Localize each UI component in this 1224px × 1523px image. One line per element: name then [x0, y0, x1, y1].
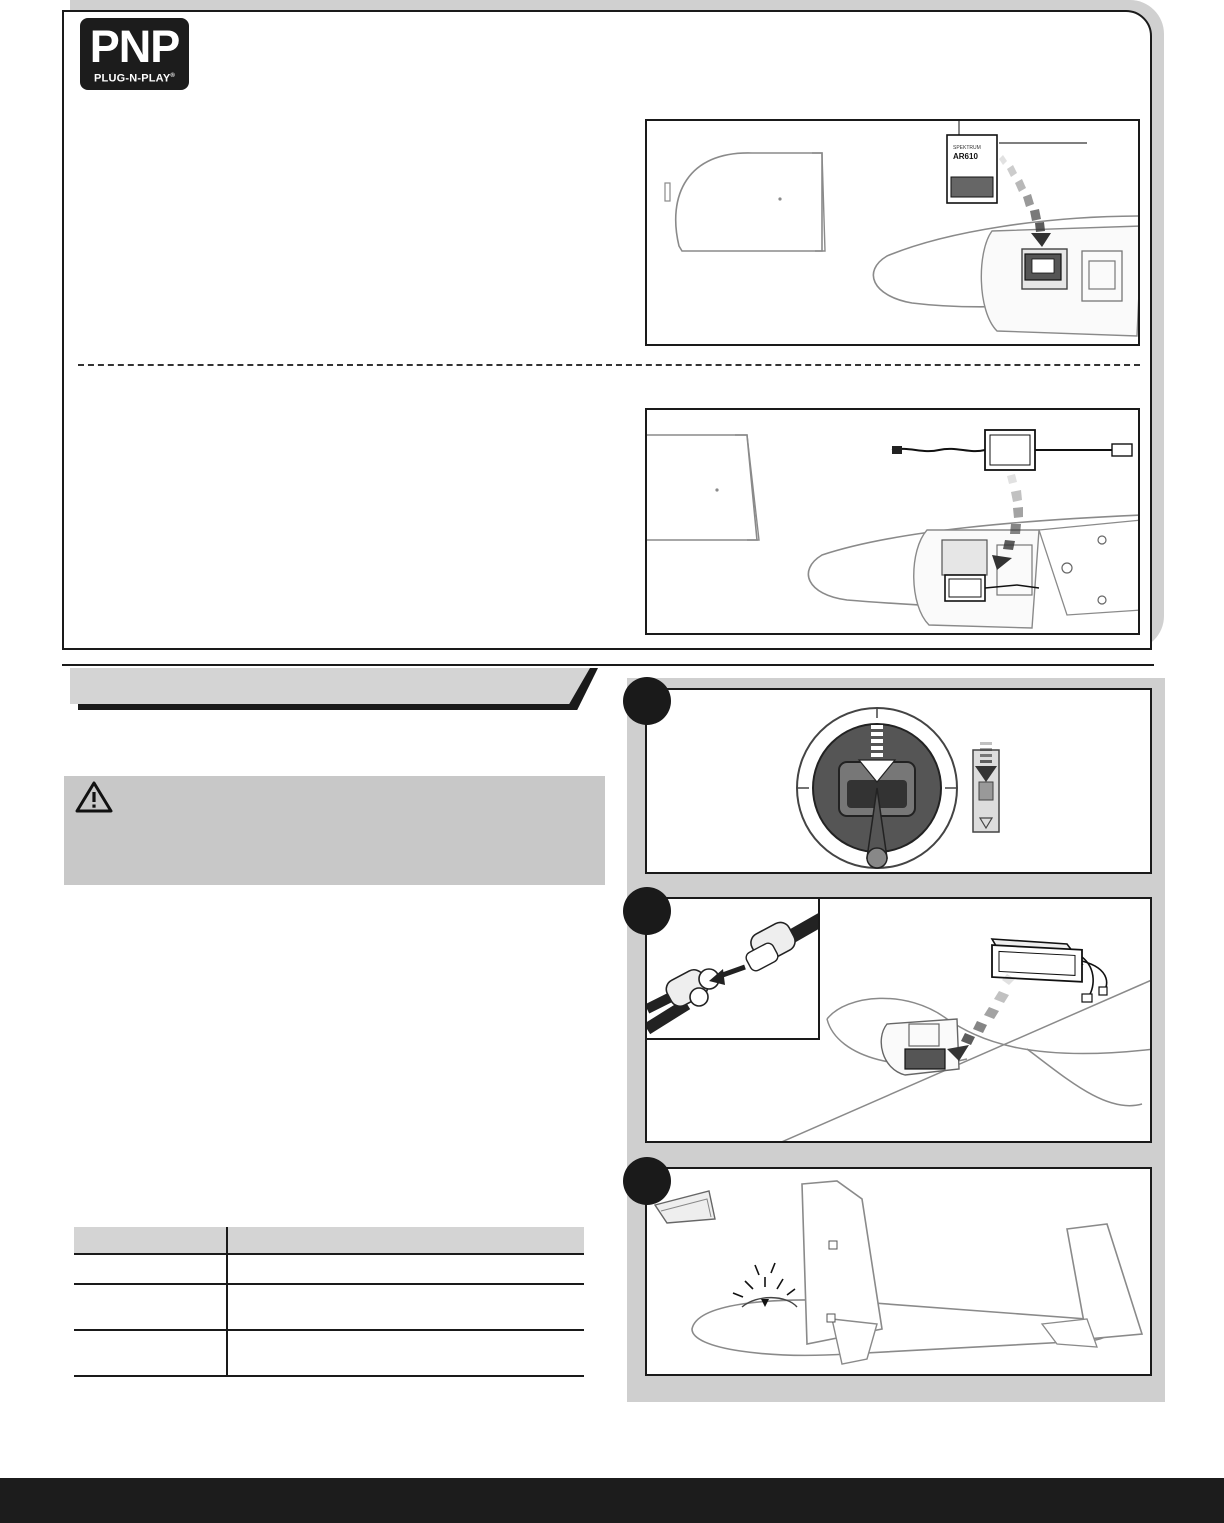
connector-drawing	[647, 899, 820, 1040]
receiver-install-drawing	[647, 121, 1140, 346]
throttle-stick-drawing	[647, 690, 1152, 874]
table-cell	[227, 1254, 584, 1284]
receiver-install-illustration	[645, 119, 1140, 346]
pnp-logo-text: PNP	[89, 21, 180, 72]
step-badge-3	[623, 1157, 671, 1205]
table-row	[74, 1330, 584, 1376]
status-table	[74, 1227, 584, 1377]
section-header-bar	[70, 668, 590, 704]
esc-install-illustration	[645, 408, 1140, 635]
table-header-cell	[74, 1227, 227, 1254]
registered-mark: ®	[170, 73, 175, 79]
section-rule	[62, 664, 1154, 666]
receiver-brand-label: SPEKTRUM	[953, 145, 981, 151]
table-header-cell	[227, 1227, 584, 1254]
pnp-logo	[80, 18, 189, 90]
table-cell	[227, 1284, 584, 1330]
section-divider	[78, 364, 1140, 366]
step-3-illustration	[645, 1167, 1152, 1376]
table-row	[74, 1284, 584, 1330]
step-1-illustration	[645, 688, 1152, 874]
warning-box	[64, 776, 605, 885]
table-cell	[74, 1284, 227, 1330]
footer-bar	[0, 1478, 1224, 1523]
table-header-row	[74, 1227, 584, 1254]
step-badge-2	[623, 887, 671, 935]
warning-triangle-icon	[74, 780, 114, 814]
table-cell	[74, 1254, 227, 1284]
table-cell	[74, 1330, 227, 1376]
connector-inset	[645, 897, 820, 1040]
pnp-logo-subtext: PLUG-N-PLAY	[94, 72, 171, 85]
table-cell	[227, 1330, 584, 1376]
table-row	[74, 1254, 584, 1284]
esc-install-drawing	[647, 410, 1140, 635]
receiver-model-label: AR610	[953, 152, 978, 161]
aircraft-drawing	[647, 1169, 1152, 1376]
step-badge-1	[623, 677, 671, 725]
